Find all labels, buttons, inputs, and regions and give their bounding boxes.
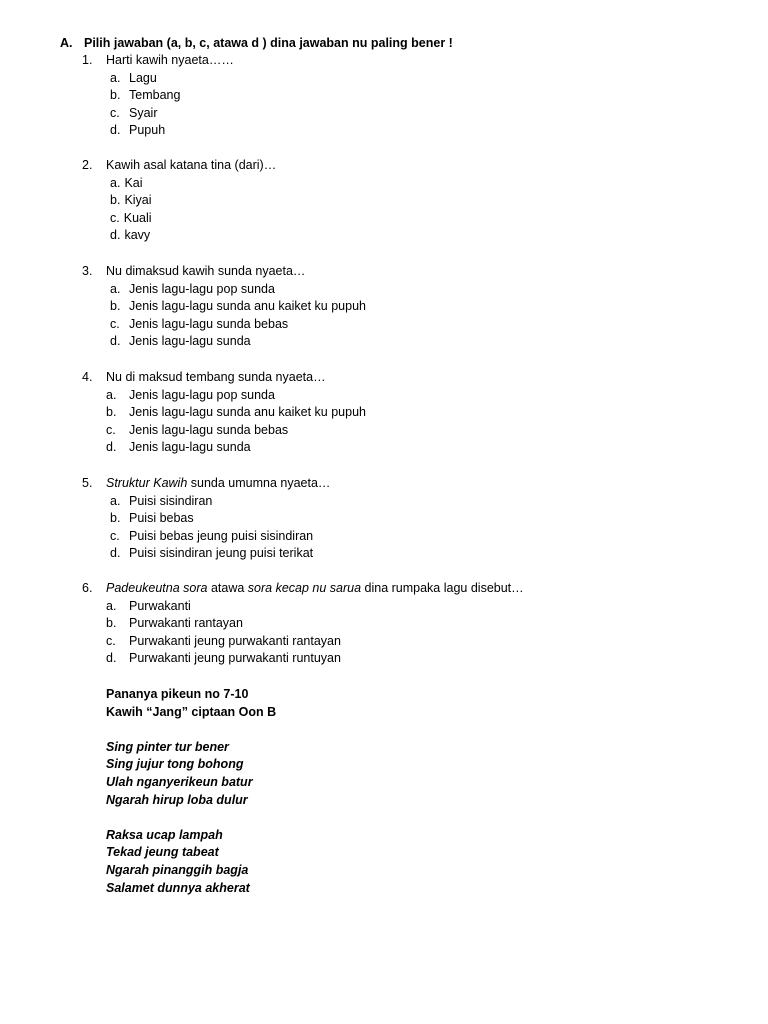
option-text: Purwakanti xyxy=(129,598,191,613)
option-text: Jenis lagu-lagu sunda bebas xyxy=(129,316,289,331)
option-text: Lagu xyxy=(129,70,157,85)
option-text: Puisi bebas jeung puisi sisindiran xyxy=(129,528,314,543)
option-letter: d. xyxy=(110,334,121,349)
option-letter: b. xyxy=(110,511,121,526)
option-text: Jenis lagu-lagu sunda xyxy=(129,334,251,349)
option-b xyxy=(82,87,702,105)
question-stem: Harti kawih nyaeta…… xyxy=(106,53,234,67)
poem-line: Ngarah hirup loba dulur xyxy=(106,792,248,807)
question-3 xyxy=(82,263,702,351)
poem-line: Tekad jeung tabeat xyxy=(106,845,219,860)
question-stem: Nu dimaksud kawih sunda nyaeta… xyxy=(106,264,306,278)
options-list xyxy=(82,175,702,245)
option-c xyxy=(82,316,702,334)
question-number: 6. xyxy=(82,581,93,595)
question-number: 5. xyxy=(82,476,93,490)
question-4 xyxy=(82,369,702,457)
question-number: 3. xyxy=(82,264,93,278)
option-text: Pupuh xyxy=(129,123,166,138)
option-letter: d. xyxy=(110,123,121,138)
option-letter: a. xyxy=(110,175,121,190)
question-stem-italic: Padeukeutna sora xyxy=(106,581,208,595)
section-letter: A. xyxy=(60,36,73,50)
option-letter: b. xyxy=(110,88,121,103)
option-letter: c. xyxy=(110,210,120,225)
option-text: Kiyai xyxy=(124,193,152,208)
option-letter: d. xyxy=(106,440,117,455)
option-b xyxy=(82,615,702,633)
option-d xyxy=(82,227,702,245)
option-d xyxy=(82,650,702,668)
option-b xyxy=(82,192,702,210)
poem-line: Raksa ucap lampah xyxy=(106,827,223,842)
poem-stanza-2 xyxy=(106,827,606,897)
option-a xyxy=(82,281,702,299)
option-a xyxy=(82,175,702,193)
question-number: 4. xyxy=(82,370,93,384)
question-text xyxy=(82,157,702,175)
option-text: Syair xyxy=(129,105,158,120)
question-text xyxy=(82,475,702,493)
question-stem-italic: sora kecap nu sarua xyxy=(247,581,362,595)
question-2 xyxy=(82,157,702,245)
option-letter: c. xyxy=(110,316,120,331)
option-letter: b. xyxy=(106,405,117,420)
passage-heading: Pananya pikeun no 7-10 xyxy=(106,687,249,701)
option-d xyxy=(82,333,702,351)
option-c xyxy=(82,528,702,546)
question-number: 1. xyxy=(82,53,93,67)
option-letter: d. xyxy=(110,228,121,243)
option-letter: b. xyxy=(110,193,121,208)
poem-line: Sing pinter tur bener xyxy=(106,739,229,754)
option-text: Jenis lagu-lagu sunda anu kaiket ku pupuh xyxy=(129,299,366,314)
option-a xyxy=(82,70,702,88)
question-stem-italic: Struktur Kawih xyxy=(106,476,188,490)
reading-passage xyxy=(106,686,606,897)
poem-stanza-1 xyxy=(106,739,606,809)
question-1 xyxy=(82,52,702,140)
option-letter: d. xyxy=(106,651,117,666)
option-c xyxy=(82,422,702,440)
option-letter: a. xyxy=(110,281,121,296)
question-text xyxy=(82,52,702,70)
question-text xyxy=(82,369,702,387)
option-text: Puisi sisindiran jeung puisi terikat xyxy=(129,546,314,561)
question-stem: dina rumpaka lagu disebut… xyxy=(361,581,524,595)
question-stem: Kawih asal katana tina (dari)… xyxy=(106,158,277,172)
options-list xyxy=(82,281,702,351)
section-a-instruction xyxy=(60,34,453,52)
option-b xyxy=(82,510,702,528)
option-d xyxy=(82,545,702,563)
option-text: Purwakanti jeung purwakanti runtuyan xyxy=(129,651,341,666)
option-text: Jenis lagu-lagu sunda bebas xyxy=(129,422,289,437)
option-text: Puisi bebas xyxy=(129,511,194,526)
options-list xyxy=(82,387,702,457)
option-letter: c. xyxy=(110,528,120,543)
question-5 xyxy=(82,475,702,563)
option-a xyxy=(82,387,702,405)
option-a xyxy=(82,493,702,511)
option-c xyxy=(82,633,702,651)
option-b xyxy=(82,298,702,316)
question-text xyxy=(82,263,702,281)
poem-line: Salamet dunnya akherat xyxy=(106,880,250,895)
passage-title: Kawih “Jang” ciptaan Oon B xyxy=(106,704,277,719)
option-letter: b. xyxy=(110,299,121,314)
options-list xyxy=(82,493,702,563)
option-text: Kuali xyxy=(123,210,152,225)
option-letter: a. xyxy=(106,598,117,613)
spacer xyxy=(106,809,606,827)
option-text: Kai xyxy=(124,175,143,190)
option-text: Jenis lagu-lagu sunda anu kaiket ku pupuh xyxy=(129,405,366,420)
option-c xyxy=(82,210,702,228)
option-b xyxy=(82,404,702,422)
poem-line: Ulah nganyerikeun batur xyxy=(106,774,253,789)
question-number: 2. xyxy=(82,158,93,172)
option-letter: d. xyxy=(110,546,121,561)
instruction-text: Pilih jawaban (a, b, c, atawa d ) dina jawaban nu paling bener ! xyxy=(84,36,453,50)
option-d xyxy=(82,122,702,140)
option-c xyxy=(82,105,702,123)
options-list xyxy=(82,598,702,668)
option-a xyxy=(82,598,702,616)
question-text xyxy=(82,580,702,598)
question-stem: sunda umumna nyaeta… xyxy=(187,476,331,490)
poem-line: Sing jujur tong bohong xyxy=(106,757,244,772)
option-letter: a. xyxy=(110,493,121,508)
options-list xyxy=(82,70,702,140)
option-letter: b. xyxy=(106,616,117,631)
question-6 xyxy=(82,580,702,668)
option-text: Purwakanti jeung purwakanti rantayan xyxy=(129,633,341,648)
spacer xyxy=(106,721,606,739)
option-letter: c. xyxy=(106,422,116,437)
option-letter: c. xyxy=(110,105,120,120)
option-letter: c. xyxy=(106,633,116,648)
option-text: Jenis lagu-lagu pop sunda xyxy=(129,387,275,402)
option-text: Purwakanti rantayan xyxy=(129,616,243,631)
option-letter: a. xyxy=(110,70,121,85)
option-text: Puisi sisindiran xyxy=(129,493,213,508)
question-stem: Nu di maksud tembang sunda nyaeta… xyxy=(106,370,326,384)
option-text: kavy xyxy=(124,228,151,243)
question-stem: atawa xyxy=(207,581,248,595)
option-d xyxy=(82,439,702,457)
option-text: Jenis lagu-lagu sunda xyxy=(129,440,251,455)
option-text: Tembang xyxy=(129,88,181,103)
poem-line: Ngarah pinanggih bagja xyxy=(106,862,249,877)
option-letter: a. xyxy=(106,387,117,402)
option-text: Jenis lagu-lagu pop sunda xyxy=(129,281,275,296)
